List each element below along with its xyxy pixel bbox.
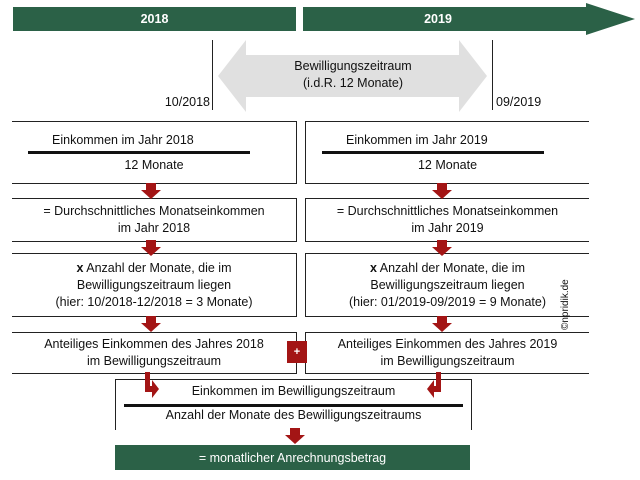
text-line — [370, 260, 525, 277]
text-line: Bewilligungszeitraum liegen — [370, 277, 525, 292]
text-line: im Jahr 2019 — [411, 221, 484, 235]
result-bar — [115, 445, 470, 470]
year-bar-2018 — [13, 7, 296, 31]
right-fraction-numerator: Einkommen im Jahr 2019 — [346, 132, 488, 147]
left-fraction-box — [12, 121, 297, 184]
text-line: im Bewilligungszeitraum — [380, 354, 515, 368]
text-line: = Durchschnittliches Monatseinkommen — [43, 204, 265, 218]
fraction-line — [124, 404, 463, 407]
plus-icon: + — [287, 341, 307, 363]
bent-arrow-right-icon — [140, 372, 160, 400]
text-fragment: Anzahl der Monate, die im — [86, 260, 232, 275]
arrow-down-icon — [285, 428, 305, 444]
text-line: (hier: 01/2019-09/2019 = 9 Monate) — [348, 294, 546, 309]
copyright-watermark: ©npridik.de — [560, 279, 571, 330]
multiply-sign: x — [370, 260, 377, 275]
period-label — [218, 58, 488, 92]
result-label: = monatlicher Anrechnungsbetrag — [198, 450, 387, 465]
arrow-down-icon — [432, 240, 452, 256]
right-months-box — [305, 253, 589, 317]
end-date: 09/2019 — [496, 95, 542, 109]
left-fraction-denominator: 12 Monate — [124, 157, 184, 172]
bent-arrow-left-icon — [425, 372, 447, 400]
arrow-down-icon — [432, 316, 452, 332]
right-fraction-denominator: 12 Monate — [417, 157, 478, 172]
multiply-sign: x — [76, 260, 84, 275]
arrow-down-icon — [432, 183, 452, 199]
left-fraction-numerator: Einkommen im Jahr 2018 — [52, 132, 194, 147]
fraction-line — [28, 151, 250, 154]
period-subtitle: (i.d.R. 12 Monate) — [302, 76, 404, 90]
left-average-box — [12, 198, 297, 242]
right-fraction-box — [305, 121, 589, 184]
right-average-box — [305, 198, 589, 242]
text-line: Anteiliges Einkommen des Jahres 2019 — [337, 337, 558, 351]
text-line: Anteiliges Einkommen des Jahres 2018 — [44, 337, 264, 351]
arrow-down-icon — [141, 316, 161, 332]
period-title: Bewilligungszeitraum — [294, 59, 412, 73]
text-line — [77, 260, 232, 277]
left-share-box — [12, 332, 297, 374]
start-date: 10/2018 — [164, 95, 210, 109]
fraction-line — [322, 151, 544, 154]
year-label-2019: 2019 — [424, 12, 452, 26]
left-months-box — [12, 253, 297, 317]
total-numerator: Einkommen im Bewilligungszeitraum — [191, 384, 396, 398]
end-marker — [492, 40, 493, 110]
text-line: Bewilligungszeitraum liegen — [76, 277, 232, 292]
arrow-down-icon — [141, 240, 161, 256]
text-line: (hier: 10/2018-12/2018 = 3 Monate) — [55, 294, 253, 309]
text-line: im Bewilligungszeitraum — [86, 354, 222, 368]
text-line: im Jahr 2018 — [117, 221, 191, 235]
year-label-2018: 2018 — [140, 12, 169, 26]
right-share-box — [305, 332, 589, 374]
total-denominator: Anzahl der Monate des Bewilligungszeitraums — [165, 408, 422, 422]
text-fragment: Anzahl der Monate, die im — [379, 260, 525, 275]
text-line: = Durchschnittliches Monatseinkommen — [336, 204, 559, 218]
start-marker — [212, 40, 213, 110]
arrow-down-icon — [141, 183, 161, 199]
